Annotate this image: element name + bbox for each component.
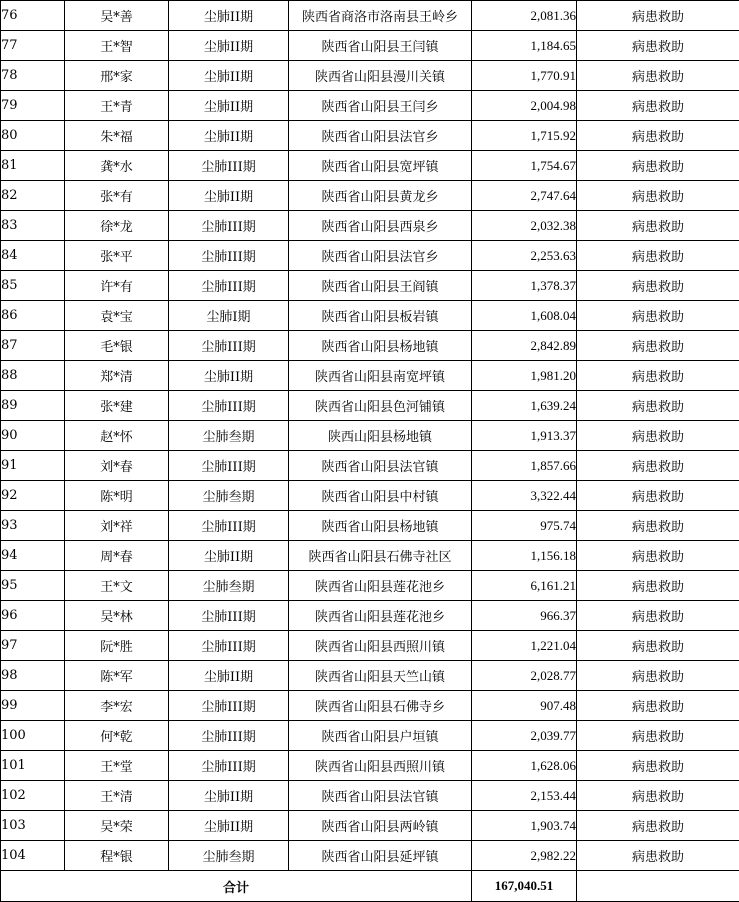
patient-name-cell: 邢*家 bbox=[65, 61, 169, 91]
table-row bbox=[1, 811, 739, 841]
table-row bbox=[1, 661, 739, 691]
disease-stage-cell: 尘肺I期 bbox=[169, 301, 289, 331]
disease-stage-cell: 尘肺II期 bbox=[169, 811, 289, 841]
patient-address-cell: 陕西省山阳县延坪镇 bbox=[289, 841, 472, 871]
disease-stage-cell: 尘肺II期 bbox=[169, 121, 289, 151]
row-number-cell: 83 bbox=[1, 211, 65, 241]
total-row bbox=[1, 871, 739, 902]
disease-stage-cell: 尘肺II期 bbox=[169, 91, 289, 121]
relief-amount-cell: 2,842.89 bbox=[472, 331, 577, 361]
patient-address-cell: 陕西省山阳县色河铺镇 bbox=[289, 391, 472, 421]
relief-amount-cell: 2,032.38 bbox=[472, 211, 577, 241]
patient-address-cell: 陕西省山阳县杨地镇 bbox=[289, 511, 472, 541]
relief-type-cell: 病患救助 bbox=[577, 301, 739, 331]
disease-stage-cell: 尘肺II期 bbox=[169, 1, 289, 31]
table-row bbox=[1, 121, 739, 151]
patient-name-cell: 袁*宝 bbox=[65, 301, 169, 331]
relief-amount-cell: 1,639.24 bbox=[472, 391, 577, 421]
patient-address-cell: 陕西省山阳县王闫镇 bbox=[289, 31, 472, 61]
relief-amount-cell: 2,039.77 bbox=[472, 721, 577, 751]
patient-name-cell: 刘*春 bbox=[65, 451, 169, 481]
patient-address-cell: 陕西省山阳县南宽坪镇 bbox=[289, 361, 472, 391]
patient-name-cell: 赵*怀 bbox=[65, 421, 169, 451]
disease-stage-cell: 尘肺II期 bbox=[169, 61, 289, 91]
table-row bbox=[1, 241, 739, 271]
disease-stage-cell: 尘肺III期 bbox=[169, 271, 289, 301]
row-number-cell: 98 bbox=[1, 661, 65, 691]
relief-amount-cell: 3,322.44 bbox=[472, 481, 577, 511]
relief-amount-cell: 1,770.91 bbox=[472, 61, 577, 91]
disease-stage-cell: 尘肺III期 bbox=[169, 751, 289, 781]
patient-address-cell: 陕西省山阳县法官镇 bbox=[289, 451, 472, 481]
patient-address-cell: 陕西省山阳县漫川关镇 bbox=[289, 61, 472, 91]
relief-type-cell: 病患救助 bbox=[577, 811, 739, 841]
row-number-cell: 81 bbox=[1, 151, 65, 181]
row-number-cell: 87 bbox=[1, 331, 65, 361]
patient-address-cell: 陕西省山阳县两岭镇 bbox=[289, 811, 472, 841]
disease-stage-cell: 尘肺III期 bbox=[169, 691, 289, 721]
row-number-cell: 88 bbox=[1, 361, 65, 391]
table-row bbox=[1, 151, 739, 181]
disease-stage-cell: 尘肺III期 bbox=[169, 601, 289, 631]
patient-address-cell: 陕西省山阳县板岩镇 bbox=[289, 301, 472, 331]
relief-amount-cell: 2,747.64 bbox=[472, 181, 577, 211]
disease-stage-cell: 尘肺II期 bbox=[169, 31, 289, 61]
relief-type-cell: 病患救助 bbox=[577, 541, 739, 571]
disease-stage-cell: 尘肺叁期 bbox=[169, 571, 289, 601]
row-number-cell: 96 bbox=[1, 601, 65, 631]
row-number-cell: 76 bbox=[1, 1, 65, 31]
relief-type-cell: 病患救助 bbox=[577, 211, 739, 241]
patient-name-cell: 周*春 bbox=[65, 541, 169, 571]
patient-name-cell: 何*乾 bbox=[65, 721, 169, 751]
relief-type-cell: 病患救助 bbox=[577, 1, 739, 31]
patient-name-cell: 阮*胜 bbox=[65, 631, 169, 661]
relief-amount-cell: 2,253.63 bbox=[472, 241, 577, 271]
row-number-cell: 97 bbox=[1, 631, 65, 661]
relief-amount-cell: 1,754.67 bbox=[472, 151, 577, 181]
patient-address-cell: 陕西省山阳县户垣镇 bbox=[289, 721, 472, 751]
disease-stage-cell: 尘肺II期 bbox=[169, 661, 289, 691]
patient-address-cell: 陕西省山阳县宽坪镇 bbox=[289, 151, 472, 181]
patient-address-cell: 陕西省山阳县莲花池乡 bbox=[289, 571, 472, 601]
patient-name-cell: 龚*水 bbox=[65, 151, 169, 181]
relief-type-cell: 病患救助 bbox=[577, 721, 739, 751]
relief-type-cell: 病患救助 bbox=[577, 271, 739, 301]
relief-amount-cell: 2,081.36 bbox=[472, 1, 577, 31]
patient-address-cell: 陕西省山阳县黄龙乡 bbox=[289, 181, 472, 211]
relief-type-cell: 病患救助 bbox=[577, 691, 739, 721]
relief-amount-cell: 2,004.98 bbox=[472, 91, 577, 121]
relief-type-cell: 病患救助 bbox=[577, 601, 739, 631]
patient-name-cell: 毛*银 bbox=[65, 331, 169, 361]
disease-stage-cell: 尘肺III期 bbox=[169, 511, 289, 541]
patient-name-cell: 李*宏 bbox=[65, 691, 169, 721]
patient-name-cell: 王*青 bbox=[65, 91, 169, 121]
relief-type-cell: 病患救助 bbox=[577, 781, 739, 811]
table-row bbox=[1, 271, 739, 301]
relief-amount-cell: 2,153.44 bbox=[472, 781, 577, 811]
row-number-cell: 77 bbox=[1, 31, 65, 61]
patient-address-cell: 陕西山阳县杨地镇 bbox=[289, 421, 472, 451]
row-number-cell: 80 bbox=[1, 121, 65, 151]
relief-type-cell: 病患救助 bbox=[577, 91, 739, 121]
table-row bbox=[1, 331, 739, 361]
row-number-cell: 90 bbox=[1, 421, 65, 451]
relief-amount-cell: 1,184.65 bbox=[472, 31, 577, 61]
table-row bbox=[1, 481, 739, 511]
disease-stage-cell: 尘肺叁期 bbox=[169, 841, 289, 871]
relief-type-cell: 病患救助 bbox=[577, 331, 739, 361]
table-row bbox=[1, 61, 739, 91]
patient-name-cell: 王*智 bbox=[65, 31, 169, 61]
row-number-cell: 93 bbox=[1, 511, 65, 541]
relief-type-cell: 病患救助 bbox=[577, 571, 739, 601]
patient-name-cell: 陈*军 bbox=[65, 661, 169, 691]
table-row bbox=[1, 541, 739, 571]
relief-amount-cell: 1,221.04 bbox=[472, 631, 577, 661]
disease-stage-cell: 尘肺III期 bbox=[169, 241, 289, 271]
table-body bbox=[1, 1, 739, 902]
relief-type-cell: 病患救助 bbox=[577, 31, 739, 61]
table-row bbox=[1, 31, 739, 61]
row-number-cell: 79 bbox=[1, 91, 65, 121]
row-number-cell: 95 bbox=[1, 571, 65, 601]
patient-name-cell: 徐*龙 bbox=[65, 211, 169, 241]
patient-address-cell: 陕西省山阳县石佛寺社区 bbox=[289, 541, 472, 571]
patient-name-cell: 王*堂 bbox=[65, 751, 169, 781]
relief-amount-cell: 1,857.66 bbox=[472, 451, 577, 481]
row-number-cell: 104 bbox=[1, 841, 65, 871]
relief-type-cell: 病患救助 bbox=[577, 151, 739, 181]
patient-address-cell: 陕西省山阳县王闫乡 bbox=[289, 91, 472, 121]
row-number-cell: 99 bbox=[1, 691, 65, 721]
row-number-cell: 103 bbox=[1, 811, 65, 841]
relief-amount-cell: 1,156.18 bbox=[472, 541, 577, 571]
relief-amount-cell: 975.74 bbox=[472, 511, 577, 541]
row-number-cell: 92 bbox=[1, 481, 65, 511]
patient-address-cell: 陕西省山阳县法官镇 bbox=[289, 781, 472, 811]
relief-type-cell: 病患救助 bbox=[577, 421, 739, 451]
relief-amount-cell: 1,608.04 bbox=[472, 301, 577, 331]
row-number-cell: 89 bbox=[1, 391, 65, 421]
row-number-cell: 78 bbox=[1, 61, 65, 91]
patient-name-cell: 吴*荣 bbox=[65, 811, 169, 841]
patient-address-cell: 陕西省山阳县西泉乡 bbox=[289, 211, 472, 241]
row-number-cell: 85 bbox=[1, 271, 65, 301]
disease-stage-cell: 尘肺III期 bbox=[169, 721, 289, 751]
table-row bbox=[1, 301, 739, 331]
table-row bbox=[1, 211, 739, 241]
patient-name-cell: 张*有 bbox=[65, 181, 169, 211]
relief-type-cell: 病患救助 bbox=[577, 361, 739, 391]
relief-amount-cell: 907.48 bbox=[472, 691, 577, 721]
patient-address-cell: 陕西省山阳县杨地镇 bbox=[289, 331, 472, 361]
relief-type-cell: 病患救助 bbox=[577, 121, 739, 151]
relief-amount-cell: 1,913.37 bbox=[472, 421, 577, 451]
disease-stage-cell: 尘肺III期 bbox=[169, 451, 289, 481]
row-number-cell: 82 bbox=[1, 181, 65, 211]
total-amount: 167,040.51 bbox=[472, 871, 577, 902]
relief-amount-cell: 1,981.20 bbox=[472, 361, 577, 391]
table-row bbox=[1, 511, 739, 541]
table-row bbox=[1, 631, 739, 661]
table-row bbox=[1, 781, 739, 811]
patient-address-cell: 陕西省山阳县西照川镇 bbox=[289, 631, 472, 661]
table-row bbox=[1, 451, 739, 481]
row-number-cell: 84 bbox=[1, 241, 65, 271]
disease-stage-cell: 尘肺叁期 bbox=[169, 481, 289, 511]
patient-name-cell: 王*文 bbox=[65, 571, 169, 601]
patient-name-cell: 吴*林 bbox=[65, 601, 169, 631]
disease-stage-cell: 尘肺III期 bbox=[169, 631, 289, 661]
patient-name-cell: 郑*清 bbox=[65, 361, 169, 391]
row-number-cell: 102 bbox=[1, 781, 65, 811]
relief-amount-cell: 6,161.21 bbox=[472, 571, 577, 601]
patient-address-cell: 陕西省山阳县中村镇 bbox=[289, 481, 472, 511]
patient-name-cell: 朱*福 bbox=[65, 121, 169, 151]
disease-stage-cell: 尘肺叁期 bbox=[169, 421, 289, 451]
relief-amount-cell: 1,715.92 bbox=[472, 121, 577, 151]
patient-address-cell: 陕西省山阳县石佛寺乡 bbox=[289, 691, 472, 721]
relief-type-cell: 病患救助 bbox=[577, 61, 739, 91]
table-row bbox=[1, 91, 739, 121]
patient-address-cell: 陕西省山阳县莲花池乡 bbox=[289, 601, 472, 631]
table-row bbox=[1, 391, 739, 421]
disease-stage-cell: 尘肺II期 bbox=[169, 361, 289, 391]
patient-address-cell: 陕西省山阳县西照川镇 bbox=[289, 751, 472, 781]
relief-type-cell: 病患救助 bbox=[577, 451, 739, 481]
relief-amount-cell: 1,628.06 bbox=[472, 751, 577, 781]
disease-stage-cell: 尘肺II期 bbox=[169, 181, 289, 211]
total-label: 合计 bbox=[1, 871, 472, 902]
row-number-cell: 94 bbox=[1, 541, 65, 571]
relief-type-cell: 病患救助 bbox=[577, 391, 739, 421]
table-row bbox=[1, 181, 739, 211]
disease-stage-cell: 尘肺III期 bbox=[169, 391, 289, 421]
patient-name-cell: 吴*善 bbox=[65, 1, 169, 31]
relief-amount-cell: 2,028.77 bbox=[472, 661, 577, 691]
disease-stage-cell: 尘肺II期 bbox=[169, 541, 289, 571]
table-row bbox=[1, 691, 739, 721]
relief-amount-cell: 2,982.22 bbox=[472, 841, 577, 871]
table-row bbox=[1, 571, 739, 601]
row-number-cell: 101 bbox=[1, 751, 65, 781]
disease-stage-cell: 尘肺III期 bbox=[169, 151, 289, 181]
relief-type-cell: 病患救助 bbox=[577, 751, 739, 781]
patient-name-cell: 王*清 bbox=[65, 781, 169, 811]
disease-stage-cell: 尘肺III期 bbox=[169, 211, 289, 241]
relief-amount-cell: 1,378.37 bbox=[472, 271, 577, 301]
row-number-cell: 91 bbox=[1, 451, 65, 481]
relief-type-cell: 病患救助 bbox=[577, 511, 739, 541]
patient-name-cell: 陈*明 bbox=[65, 481, 169, 511]
patient-address-cell: 陕西省山阳县法官乡 bbox=[289, 241, 472, 271]
total-empty-cell bbox=[577, 871, 739, 902]
relief-type-cell: 病患救助 bbox=[577, 631, 739, 661]
table-row bbox=[1, 361, 739, 391]
relief-type-cell: 病患救助 bbox=[577, 481, 739, 511]
patient-address-cell: 陕西省山阳县法官乡 bbox=[289, 121, 472, 151]
table-row bbox=[1, 1, 739, 31]
disease-stage-cell: 尘肺II期 bbox=[169, 781, 289, 811]
patient-address-cell: 陕西省商洛市洛南县王岭乡 bbox=[289, 1, 472, 31]
relief-amount-cell: 1,903.74 bbox=[472, 811, 577, 841]
patient-name-cell: 张*平 bbox=[65, 241, 169, 271]
table-row bbox=[1, 751, 739, 781]
patient-name-cell: 程*银 bbox=[65, 841, 169, 871]
patient-name-cell: 张*建 bbox=[65, 391, 169, 421]
relief-type-cell: 病患救助 bbox=[577, 181, 739, 211]
table-row bbox=[1, 841, 739, 871]
row-number-cell: 86 bbox=[1, 301, 65, 331]
relief-type-cell: 病患救助 bbox=[577, 241, 739, 271]
row-number-cell: 100 bbox=[1, 721, 65, 751]
patient-address-cell: 陕西省山阳县王阎镇 bbox=[289, 271, 472, 301]
relief-type-cell: 病患救助 bbox=[577, 661, 739, 691]
patient-name-cell: 刘*祥 bbox=[65, 511, 169, 541]
table-row bbox=[1, 721, 739, 751]
patient-address-cell: 陕西省山阳县天竺山镇 bbox=[289, 661, 472, 691]
patient-name-cell: 许*有 bbox=[65, 271, 169, 301]
table-row bbox=[1, 601, 739, 631]
relief-amount-cell: 966.37 bbox=[472, 601, 577, 631]
disease-stage-cell: 尘肺III期 bbox=[169, 331, 289, 361]
relief-type-cell: 病患救助 bbox=[577, 841, 739, 871]
table-row bbox=[1, 421, 739, 451]
